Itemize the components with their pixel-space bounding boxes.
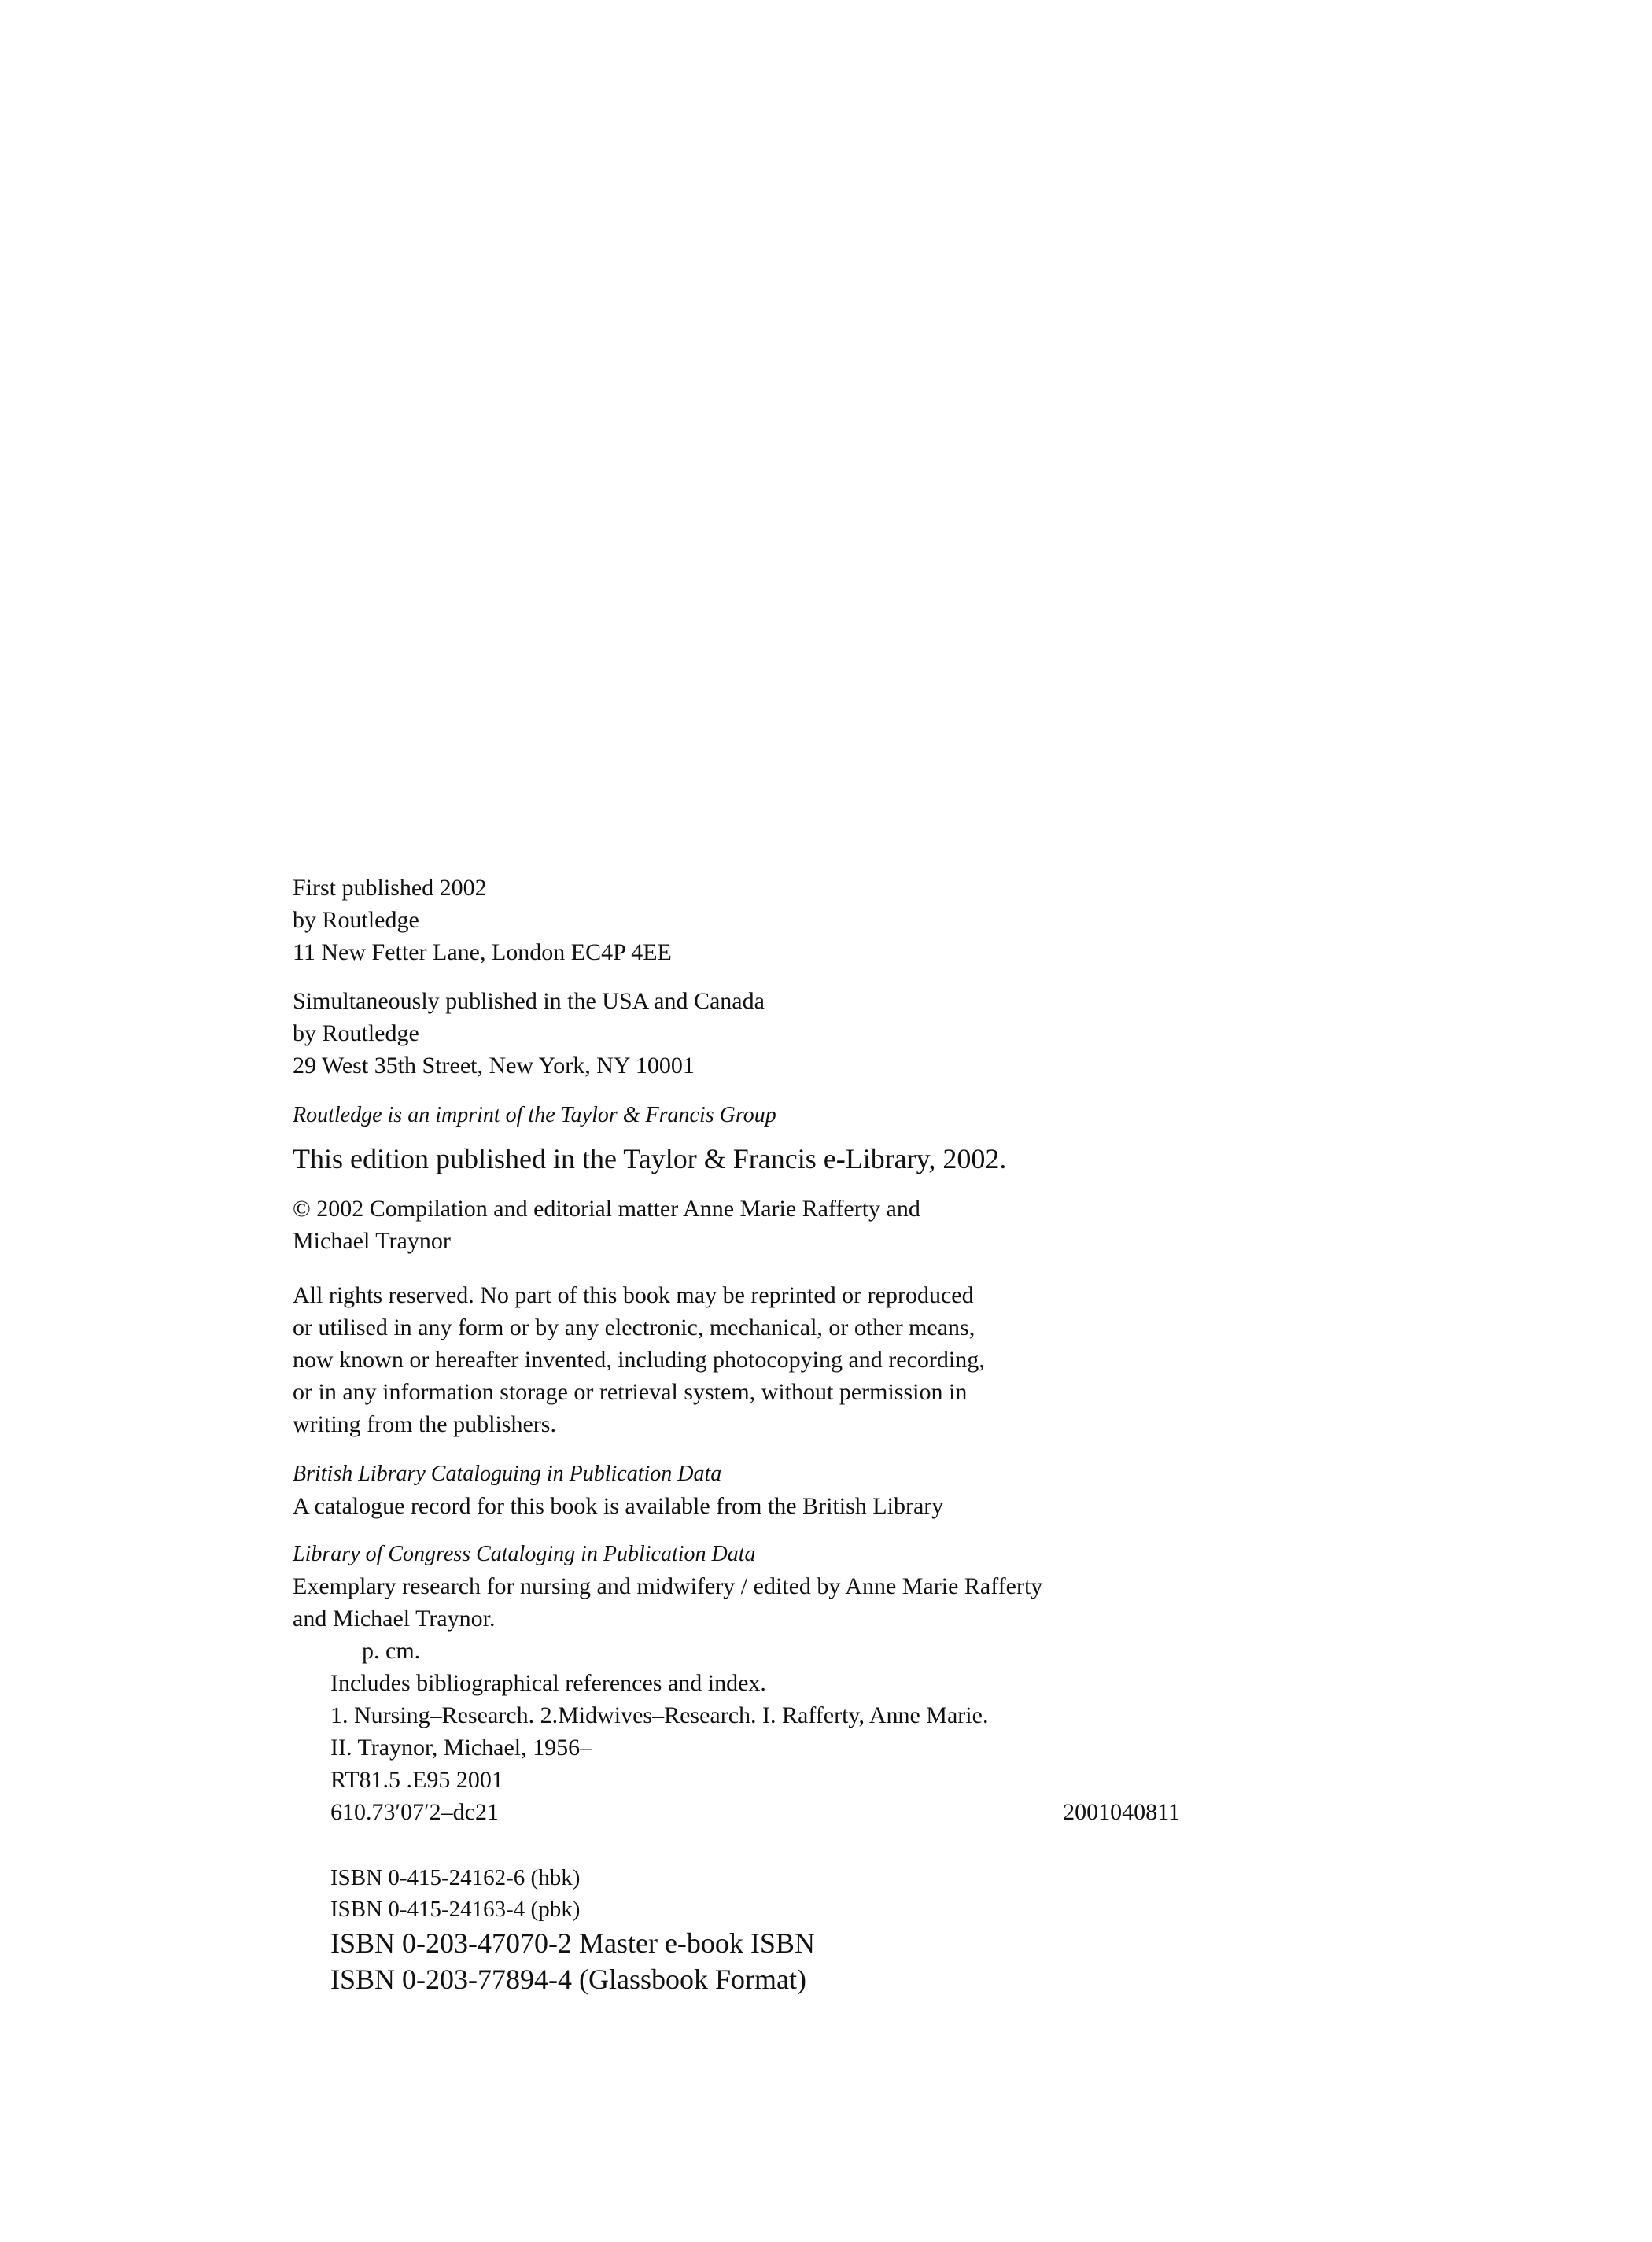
isbn-glassbook: ISBN 0-203-77894-4 (Glassbook Format) (330, 1964, 806, 1995)
loc-lccn: 2001040811 (1063, 1799, 1180, 1825)
british-library-heading: British Library Cataloguing in Publication Data (293, 1462, 722, 1486)
imprint-note (293, 1099, 1221, 1131)
uk-address-line: 11 New Fetter Lane, London EC4P 4EE (293, 939, 672, 965)
isbn-block (293, 1862, 1221, 1997)
loc-classification-row (293, 1796, 1180, 1828)
copyright-line-2: Michael Traynor (293, 1228, 451, 1254)
loc-pcm: p. cm. (362, 1638, 421, 1664)
loc-includes: Includes bibliographical references and index. (330, 1670, 766, 1696)
loc-heading: Library of Congress Cataloging in Publication Data (293, 1542, 756, 1566)
library-of-congress-block (293, 1538, 1221, 1828)
copyright-line-1: © 2002 Compilation and editorial matter Anne Marie Rafferty and (293, 1196, 920, 1222)
rights-line: writing from the publishers. (293, 1411, 556, 1437)
publisher-line: by Routledge (293, 907, 419, 933)
rights-line: or utilised in any form or by any electronic, mechanical, or other means, (293, 1315, 975, 1340)
rights-line: or in any information storage or retrieval system, without permission in (293, 1379, 968, 1405)
isbn-hbk: ISBN 0-415-24162-6 (hbk) (330, 1865, 581, 1890)
loc-title-line-1: Exemplary research for nursing and midwifery / edited by Anne Marie Rafferty (293, 1573, 1043, 1599)
rights-block (293, 1279, 1221, 1440)
loc-dewey: 610.73′07′2–dc21 (330, 1799, 499, 1825)
loc-call-number: RT81.5 .E95 2001 (330, 1767, 503, 1793)
us-publisher-line: by Routledge (293, 1020, 419, 1046)
simultaneous-publication-line: Simultaneously published in the USA and Canada (293, 988, 765, 1014)
rights-line: now known or hereafter invented, including photocopying and recording, (293, 1347, 985, 1373)
isbn-master-ebook: ISBN 0-203-47070-2 Master e-book ISBN (330, 1927, 815, 1959)
british-library-text: A catalogue record for this book is available from the British Library (293, 1493, 944, 1519)
imprint-note-line: Routledge is an imprint of the Taylor & Francis Group (293, 1103, 776, 1127)
loc-subjects-line-2: II. Traynor, Michael, 1956– (330, 1735, 592, 1761)
rights-line: All rights reserved. No part of this book may be reprinted or reproduced (293, 1282, 974, 1308)
first-published-line: First published 2002 (293, 875, 487, 901)
first-publication-block (293, 872, 1221, 968)
british-library-block (293, 1458, 1221, 1522)
usa-publication-block (293, 985, 1221, 1082)
loc-subjects-line-1: 1. Nursing–Research. 2.Midwives–Research. I. Rafferty, Anne Marie. (330, 1702, 989, 1728)
loc-title-line-2: and Michael Traynor. (293, 1606, 496, 1632)
isbn-pbk: ISBN 0-415-24163-4 (pbk) (330, 1897, 581, 1922)
copyright-block (293, 1193, 1221, 1257)
edition-note (293, 1141, 1221, 1177)
edition-note-line: This edition published in the Taylor & Francis e-Library, 2002. (293, 1143, 1007, 1174)
us-address-line: 29 West 35th Street, New York, NY 10001 (293, 1053, 695, 1079)
